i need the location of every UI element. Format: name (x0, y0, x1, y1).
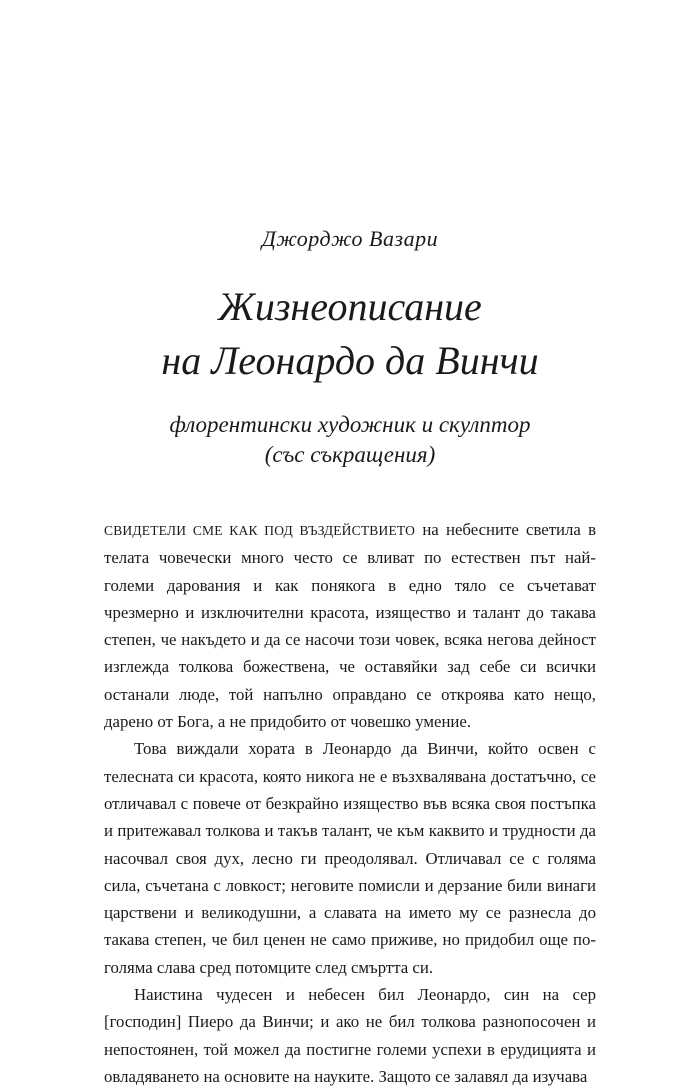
paragraph: Наистина чудесен и небесен бил Леонардо, син на сер [господин] Пиеро да Винчи; и ако не бил толкова разнопосочен и непостоянен, той можел да постигне големи успехи в ерудицията и овладяването на основите на науките. Защото се залавял да изучава (104, 985, 596, 1086)
lead-in-small-caps: СВИДЕТЕЛИ СМЕ КАК ПОД ВЪЗДЕЙСТВИЕТО (104, 523, 416, 538)
paragraph: Това виждали хората в Леонардо да Винчи, който освен с телесната си красота, която никога не е възхвалявана достатъчно, се отличавал с повече от безкрайно изящество във всяка своя постъпка и притежавал толкова и такъв талант, че към каквито и трудности да насочвал своя дух, лесно ги преодолявал. Отличавал се с голяма сила, съчетана с ловкост; неговите помисли и дерзание били винаги царствени и великодушни, а славата на името му се разнесла до такава степен, че бил ценен не само приживе, но придобил още по-голяма слава сред потомците след смъртта си. (104, 739, 596, 977)
chapter-title (0, 280, 700, 388)
chapter-title-line-1: Жизнеописание (218, 284, 482, 329)
chapter-subtitle-line-1: флорентински художник и скулптор (169, 412, 531, 437)
chapter-subtitle-line-2: (със съкращения) (264, 442, 436, 467)
paragraph-text: на небесните светила в телата човечески много често се вливат по естествен път най-големи дарования и как понякога в едно тяло се съчетават чрезмерно и изключителни красота, изящество и талант до такава степен, че накъдето и да се насочи този човек, всяка негова дейност изглежда толкова божествена, че оставяйки зад себе си всички останали люде, той напълно оправдано се откроява като нещо, дарено от Бога, а не придобито от човешко умение. (104, 520, 596, 732)
author-name: Джорджо Вазари (261, 226, 439, 251)
paragraph (104, 516, 596, 735)
chapter-title-line-2: на Леонардо да Винчи (161, 338, 539, 383)
chapter-subtitle (0, 410, 700, 470)
body-text (104, 516, 596, 1090)
